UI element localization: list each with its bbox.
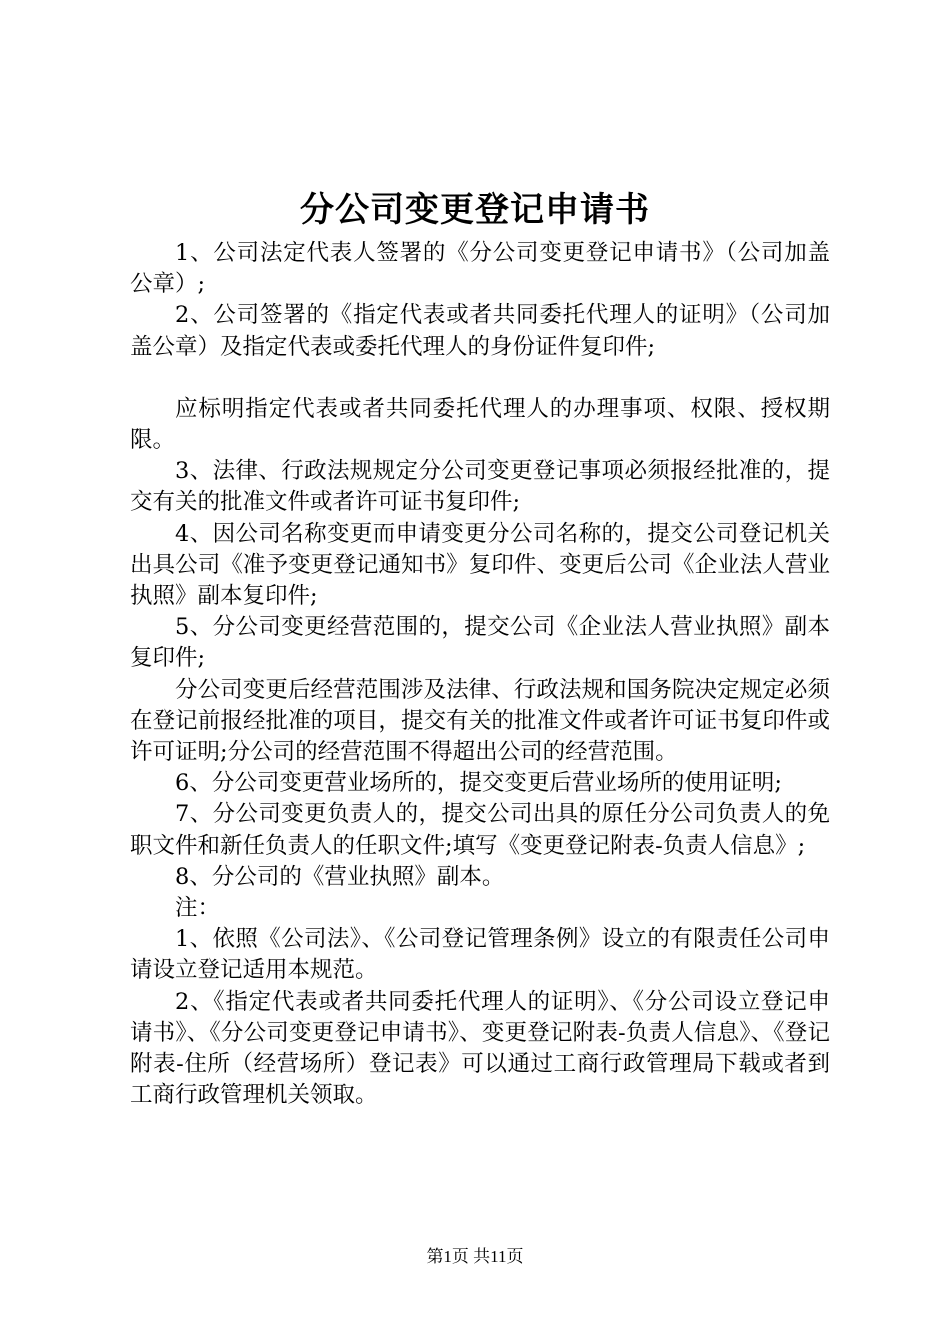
page-footer: 第1页 共11页 [426, 1247, 524, 1266]
note-1: 1、依照《公司法》、《公司登记管理条例》设立的有限责任公司申请设立登记适用本规范。 [130, 926, 830, 984]
paragraph-5: 4、因公司名称变更而申请变更分公司名称的，提交公司登记机关出具公司《准予变更登记通知书》复印件、变更后公司《企业法人营业执照》副本复印件; [130, 520, 830, 610]
note-2: 2、《指定代表或者共同委托代理人的证明》、《分公司设立登记申请书》、《分公司变更登记申请书》、变更登记附表-负责人信息》、《登记附表-住所（经营场所）登记表》可以通过工商行政管理局下载或者到工商行政管理机关领取。 [130, 988, 830, 1109]
paragraph-2: 2、公司签署的《指定代表或者共同委托代理人的证明》（公司加盖公章）及指定代表或委托代理人的身份证件复印件; [130, 302, 830, 360]
paragraph-8: 6、分公司变更营业场所的，提交变更后营业场所的使用证明; [175, 770, 782, 797]
paragraph-4: 3、法律、行政法规规定分公司变更登记事项必须报经批准的，提交有关的批准文件或者许可证书复印件; [130, 458, 830, 516]
paragraph-1: 1、公司法定代表人签署的《分公司变更登记申请书》（公司加盖公章）; [130, 240, 830, 298]
note-label: 注： [175, 895, 221, 922]
document-title: 分公司变更登记申请书 [300, 190, 650, 230]
document-body [130, 238, 830, 1111]
paragraph-7: 分公司变更后经营范围涉及法律、行政法规和国务院决定规定必须在登记前报经批准的项目，提交有关的批准文件或者许可证书复印件或许可证明;分公司的经营范围不得超出公司的经营范围。 [130, 676, 830, 766]
paragraph-6: 5、分公司变更经营范围的，提交公司《企业法人营业执照》副本复印件; [130, 614, 830, 672]
paragraph-3: 应标明指定代表或者共同委托代理人的办理事项、权限、授权期限。 [130, 395, 830, 454]
paragraph-9: 7、分公司变更负责人的，提交公司出具的原任分公司负责人的免职文件和新任负责人的任职文件;填写《变更登记附表-负责人信息》; [130, 801, 830, 859]
paragraph-10: 8、分公司的《营业执照》副本。 [175, 863, 505, 890]
